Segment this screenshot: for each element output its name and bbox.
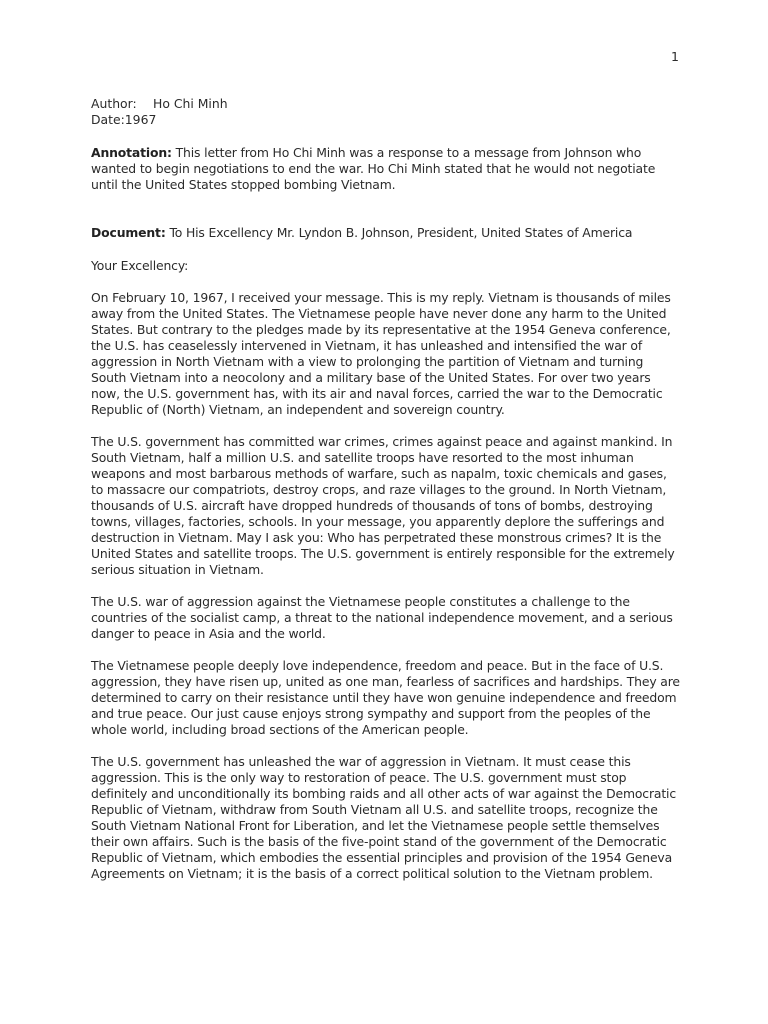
date-line (91, 112, 682, 128)
salutation: Your Excellency: (91, 258, 189, 273)
annotation-paragraph (91, 145, 682, 193)
document-recipient: To His Excellency Mr. Lyndon B. Johnson, President, United States of America (169, 225, 633, 240)
metadata-block (91, 96, 682, 128)
body-paragraph: The U.S. government has committed war crimes, crimes against peace and against mankind. In South Vietnam, half a million U.S. and satellite troops have resorted to the most inhuman weapons and most barbarous methods of warfare, such as napalm, toxic chemicals and gases, to massacre our compatriots, destroy crops, and raze villages to the ground. In North Vietnam, thousands of U.S. aircraft have dropped hundreds of thousands of tons of bombs, destroying towns, villages, factories, schools. In your message, you apparently deplore the sufferings and destruction in Vietnam. May I ask you: Who has perpetrated these monstrous crimes? It is the United States and satellite troops. The U.S. government is entirely responsible for the extremely serious situation in Vietnam. (91, 434, 675, 577)
annotation-text: This letter from Ho Chi Minh was a response to a message from Johnson who wanted to begin negotiations to end the war. Ho Chi Minh stated that he would not negotiate until the United States stopped bombing Vietnam. (91, 145, 656, 192)
date-label: Date: (91, 112, 125, 127)
body-paragraph: On February 10, 1967, I received your message. This is my reply. Vietnam is thousands of miles away from the United States. The Vietnamese people have never done any harm to the United States. But contrary to the pledges made by its representative at the 1954 Geneva conference, the U.S. has ceaselessly intervened in Vietnam, it has unleashed and intensified the war of aggression in North Vietnam with a view to prolonging the partition of Vietnam and turning South Vietnam into a neocolony and a military base of the United States. For over two years now, the U.S. government has, with its air and naval forces, carried the war to the Democratic Republic of (North) Vietnam, an independent and sovereign country. (91, 290, 671, 417)
date-value: 1967 (124, 112, 157, 127)
document-label: Document: (91, 225, 166, 240)
author-line (91, 96, 682, 112)
author-value: Ho Chi Minh (153, 96, 228, 111)
document-heading (91, 225, 682, 241)
annotation-label: Annotation: (91, 145, 172, 160)
body-paragraph: The Vietnamese people deeply love independence, freedom and peace. But in the face of U.S. aggression, they have risen up, united as one man, fearless of sacrifices and hardships. They are determined to carry on their resistance until they have won genuine independence and freedom and true peace. Our just cause enjoys strong sympathy and support from the peoples of the whole world, including broad sections of the American people. (91, 658, 680, 737)
page-number: 1 (671, 49, 679, 64)
author-label: Author: (91, 96, 137, 111)
body-paragraph: The U.S. government has unleashed the war of aggression in Vietnam. It must cease this aggression. This is the only way to restoration of peace. The U.S. government must stop definitely and unconditionally its bombing raids and all other acts of war against the Democratic Republic of Vietnam, withdraw from South Vietnam all U.S. and satellite troops, recognize the South Vietnam National Front for Liberation, and let the Vietnamese people settle themselves their own affairs. Such is the basis of the five-point stand of the government of the Democratic Republic of Vietnam, which embodies the essential principles and provision of the 1954 Geneva Agreements on Vietnam; it is the basis of a correct political solution to the Vietnam problem. (91, 754, 677, 881)
body-paragraph: The U.S. war of aggression against the Vietnamese people constitutes a challenge to the countries of the socialist camp, a threat to the national independence movement, and a serious danger to peace in Asia and the world. (91, 594, 673, 641)
